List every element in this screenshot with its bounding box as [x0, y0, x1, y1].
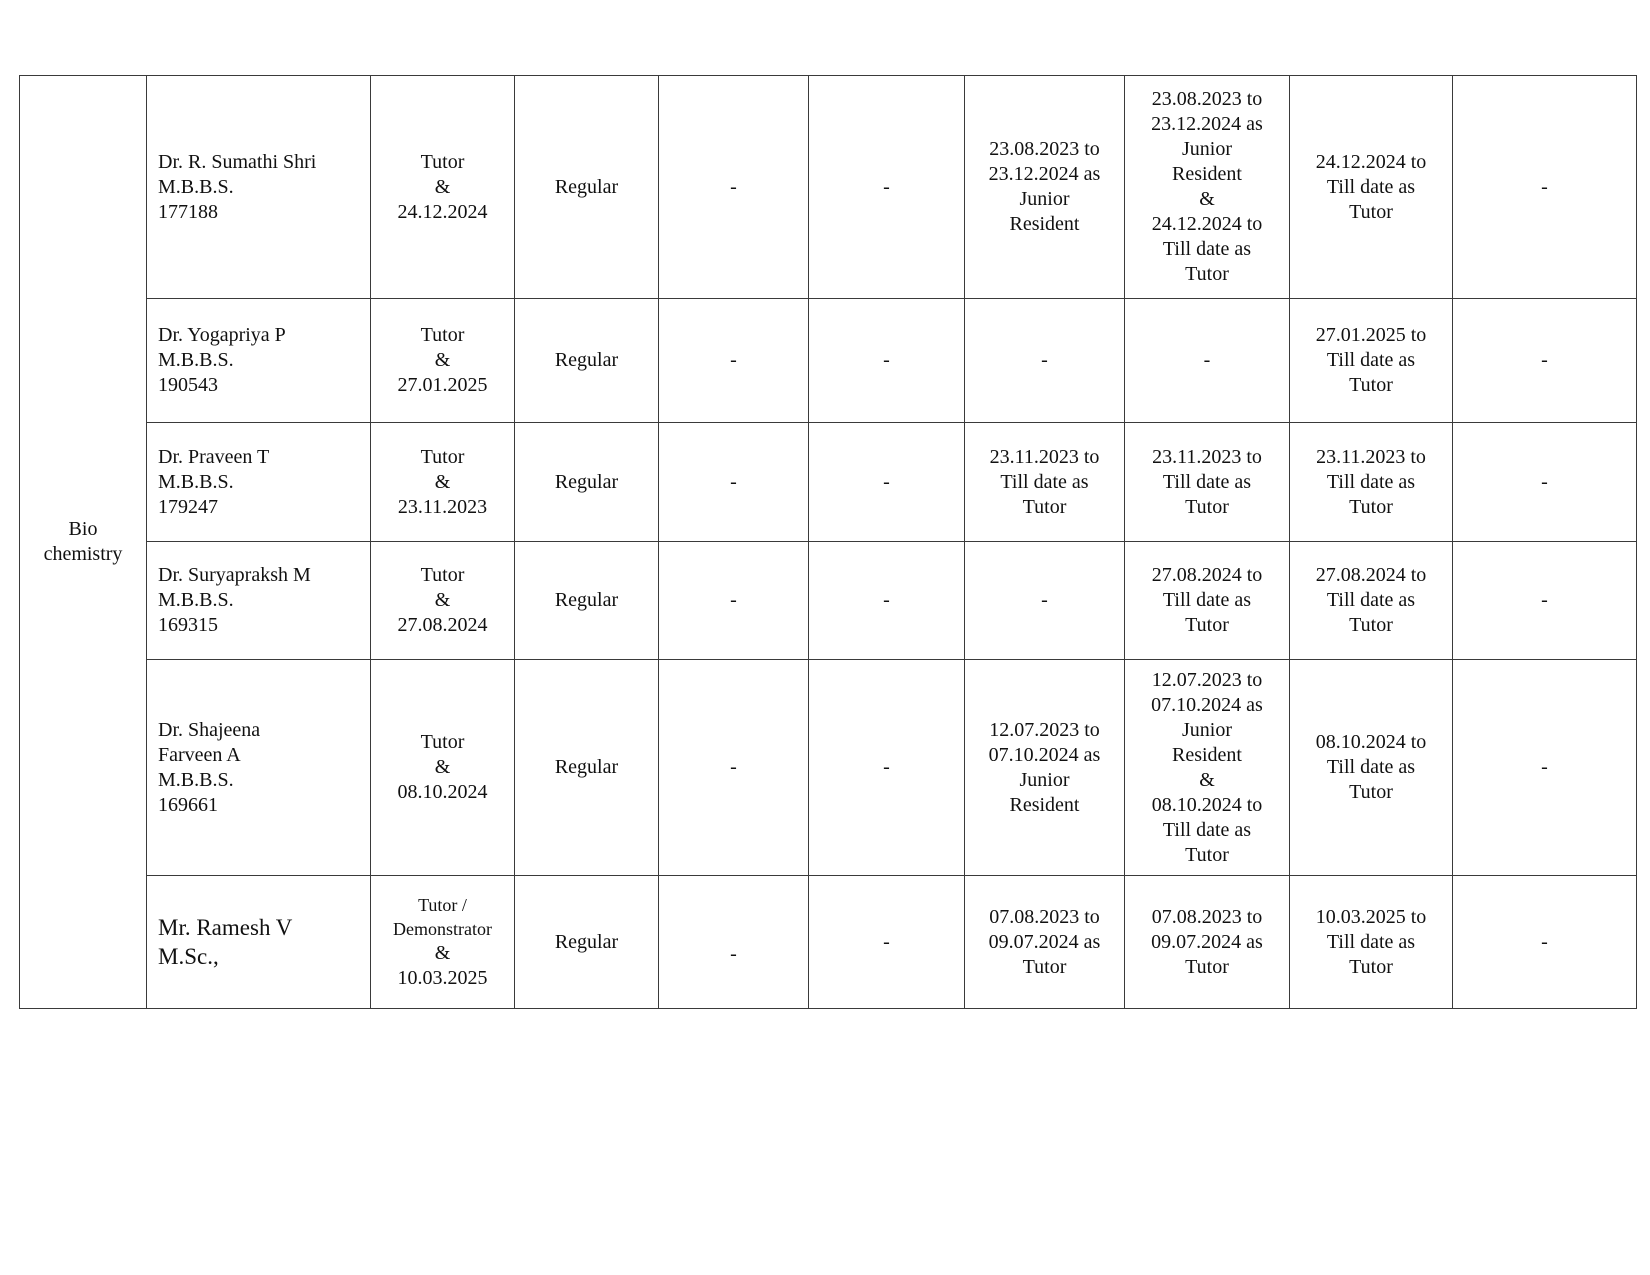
faculty-name: Dr. Yogapriya P M.B.B.S. 190543 — [147, 299, 371, 423]
table-cell: - — [809, 299, 965, 423]
faculty-table — [19, 75, 1637, 1009]
nature-cell: Regular — [515, 660, 659, 876]
table-cell: 27.01.2025 to Till date as Tutor — [1290, 299, 1453, 423]
nature-cell: Regular — [515, 299, 659, 423]
table-cell: - — [1453, 660, 1637, 876]
designation-line: Demonstrator — [393, 919, 492, 939]
table-cell: - — [965, 299, 1125, 423]
table-row — [20, 76, 1637, 299]
table-cell: 10.03.2025 to Till date as Tutor — [1290, 876, 1453, 1009]
table-cell: 27.08.2024 to Till date as Tutor — [1290, 542, 1453, 660]
table-cell: - — [1453, 876, 1637, 1009]
table-row — [20, 876, 1637, 1009]
table-cell: 23.08.2023 to 23.12.2024 as Junior Resident — [965, 76, 1125, 299]
designation-cell: Tutor & 27.01.2025 — [371, 299, 515, 423]
designation-line: & 10.03.2025 — [397, 942, 488, 989]
faculty-name: Dr. Praveen T M.B.B.S. 179247 — [147, 423, 371, 542]
table-cell: 23.11.2023 to Till date as Tutor — [965, 423, 1125, 542]
table-cell: - — [659, 660, 809, 876]
faculty-name: Dr. Shajeena Farveen A M.B.B.S. 169661 — [147, 660, 371, 876]
table-cell: - — [659, 76, 809, 299]
faculty-name: Mr. Ramesh V M.Sc., — [147, 876, 371, 1009]
table-cell: 12.07.2023 to 07.10.2024 as Junior Resident & 08.10.2024 to Till date as Tutor — [1125, 660, 1290, 876]
table-cell: - — [659, 423, 809, 542]
department-cell: Bio chemistry — [20, 76, 147, 1009]
designation-cell — [371, 876, 515, 1009]
designation-cell: Tutor & 23.11.2023 — [371, 423, 515, 542]
table-cell: 23.08.2023 to 23.12.2024 as Junior Resident & 24.12.2024 to Till date as Tutor — [1125, 76, 1290, 299]
nature-cell: Regular — [515, 542, 659, 660]
table-cell: - — [1453, 299, 1637, 423]
table-cell: - — [809, 542, 965, 660]
table-row — [20, 660, 1637, 876]
nature-cell: Regular — [515, 76, 659, 299]
table-cell — [659, 876, 809, 1009]
table-cell: - — [1453, 542, 1637, 660]
table-cell: - — [1453, 76, 1637, 299]
designation-cell: Tutor & 24.12.2024 — [371, 76, 515, 299]
table-cell: - — [659, 542, 809, 660]
table-cell: 23.11.2023 to Till date as Tutor — [1290, 423, 1453, 542]
table-row — [20, 423, 1637, 542]
nature-cell: Regular — [515, 876, 659, 1009]
table-cell: - — [809, 660, 965, 876]
designation-cell: Tutor & 08.10.2024 — [371, 660, 515, 876]
table-cell: 08.10.2024 to Till date as Tutor — [1290, 660, 1453, 876]
table-cell: 23.11.2023 to Till date as Tutor — [1125, 423, 1290, 542]
designation-line: Tutor / — [418, 895, 467, 915]
table-cell: 07.08.2023 to 09.07.2024 as Tutor — [1125, 876, 1290, 1009]
table-cell: - — [809, 876, 965, 1009]
table-cell: 24.12.2024 to Till date as Tutor — [1290, 76, 1453, 299]
dash-value: - — [730, 942, 737, 965]
faculty-name: Dr. Suryapraksh M M.B.B.S. 169315 — [147, 542, 371, 660]
table-cell: - — [965, 542, 1125, 660]
table-cell: 27.08.2024 to Till date as Tutor — [1125, 542, 1290, 660]
table-cell: - — [1453, 423, 1637, 542]
table-cell: 07.08.2023 to 09.07.2024 as Tutor — [965, 876, 1125, 1009]
table-row — [20, 299, 1637, 423]
nature-cell: Regular — [515, 423, 659, 542]
table-cell: - — [809, 76, 965, 299]
designation-cell: Tutor & 27.08.2024 — [371, 542, 515, 660]
table-cell: - — [1125, 299, 1290, 423]
faculty-name: Dr. R. Sumathi Shri M.B.B.S. 177188 — [147, 76, 371, 299]
table-row — [20, 542, 1637, 660]
table-cell: 12.07.2023 to 07.10.2024 as Junior Resident — [965, 660, 1125, 876]
table-cell: - — [809, 423, 965, 542]
table-cell: - — [659, 299, 809, 423]
